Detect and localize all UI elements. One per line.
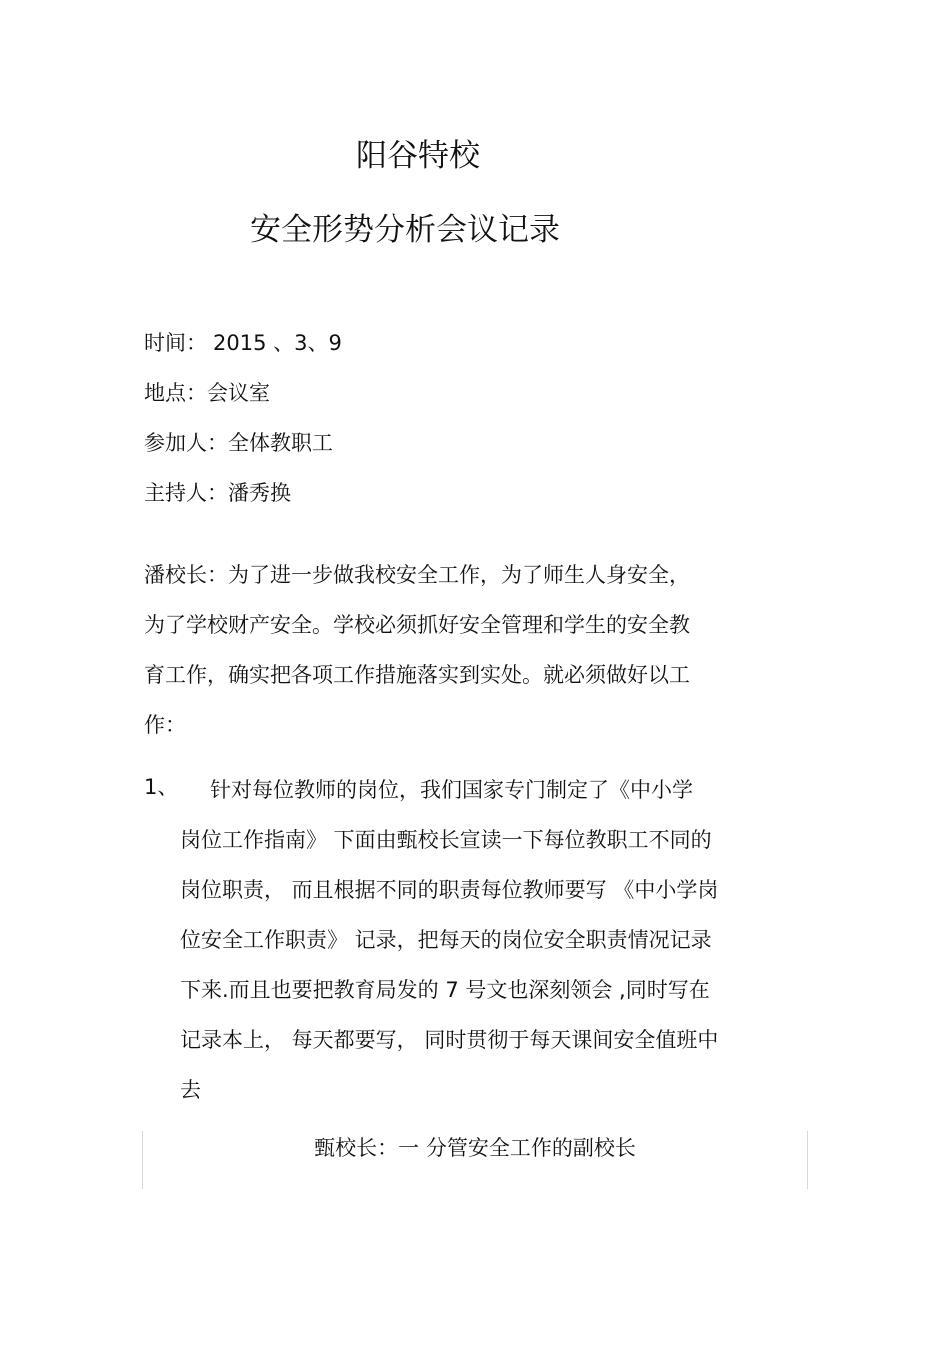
intro-line: 潘校长：为了进一步做我校安全工作，为了师生人身安全， xyxy=(144,563,690,587)
item-1-line: 针对每位教师的岗位，我们国家专门制定了《中小学 xyxy=(210,778,693,802)
meta-attendees-value: 全体教职工 xyxy=(228,431,333,455)
meta-time xyxy=(144,328,342,358)
meta-place-label: 地点： xyxy=(144,381,207,405)
item-1-line: 岗位职责， 而且根据不同的职责每位教师要写 《中小学岗 xyxy=(180,878,719,902)
item-1-line: 位安全工作职责》 记录，把每天的岗位安全职责情况记录 xyxy=(180,928,712,952)
meta-attendees-label: 参加人： xyxy=(144,431,228,455)
item-1-line: 去 xyxy=(180,1078,201,1102)
meta-host xyxy=(144,478,291,508)
intro-paragraph xyxy=(144,550,764,750)
meta-host-value: 潘秀换 xyxy=(228,481,291,505)
meta-attendees xyxy=(144,428,333,458)
meta-host-label: 主持人： xyxy=(144,481,228,505)
footer-line: 甄校长：一 分管安全工作的副校长 xyxy=(314,1136,636,1160)
meta-time-value: 2015 、3、9 xyxy=(213,331,342,355)
footer-bordered-box xyxy=(142,1131,808,1189)
item-1-body xyxy=(180,765,820,1115)
item-1-number: 1、 xyxy=(144,775,179,799)
document-subtitle: 安全形势分析会议记录 xyxy=(250,212,560,248)
intro-line: 育工作，确实把各项工作措施落实到实处。就必须做好以工 xyxy=(144,663,690,687)
meta-place xyxy=(144,378,270,408)
meta-place-value: 会议室 xyxy=(207,381,270,405)
document-title: 阳谷特校 xyxy=(356,138,480,174)
intro-line: 为了学校财产安全。学校必须抓好安全管理和学生的安全教 xyxy=(144,613,690,637)
meta-time-label: 时间： xyxy=(144,331,207,355)
intro-line: 作： xyxy=(144,713,186,737)
item-1-line: 下来.而且也要把教育局发的 7 号文也深刻领会 ,同时写在 xyxy=(180,978,710,1002)
item-1-line: 岗位工作指南》 下面由甄校长宣读一下每位教职工不同的 xyxy=(180,828,712,852)
item-1-line: 记录本上， 每天都要写， 同时贯彻于每天课间安全值班中 xyxy=(180,1028,719,1052)
